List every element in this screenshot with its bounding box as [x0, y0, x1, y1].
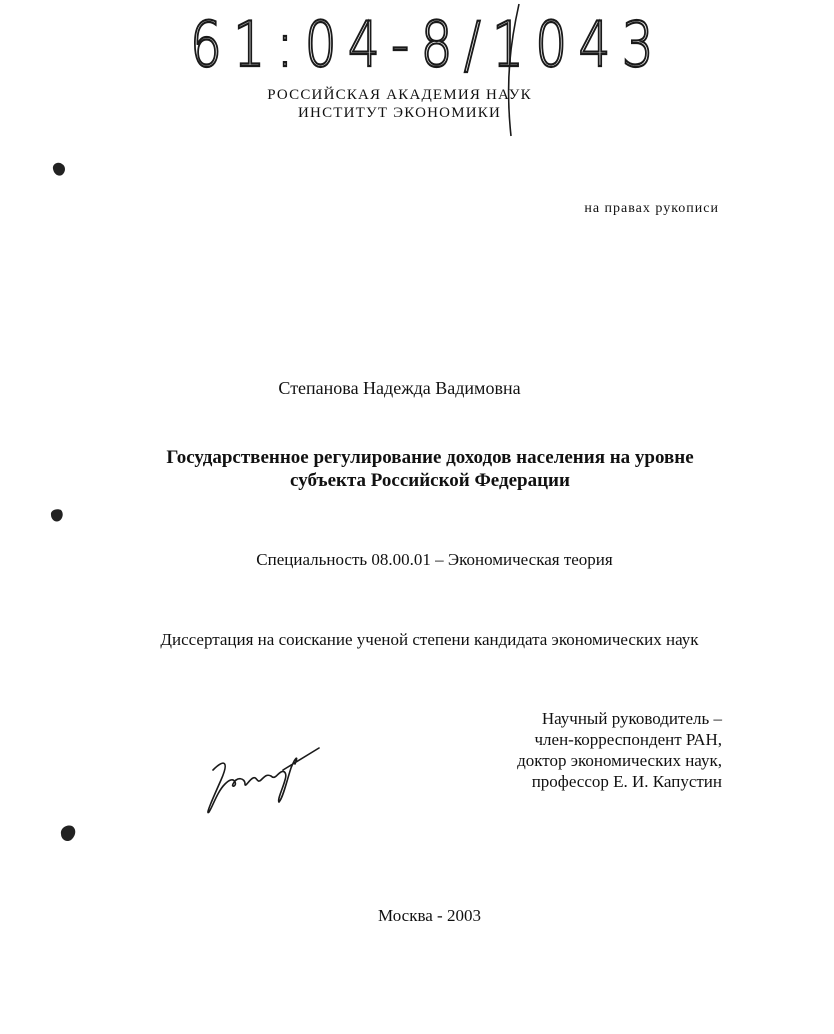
supervisor-line: доктор экономических наук,: [517, 751, 722, 770]
institute-name: ИНСТИТУТ ЭКОНОМИКИ: [298, 105, 501, 121]
city-year: Москва - 2003: [378, 906, 481, 925]
title-line: субъекта Российской Федерации: [290, 470, 570, 491]
supervisor-line: профессор Е. И. Капустин: [531, 772, 722, 791]
academy-name: РОССИЙСКАЯ АКАДЕМИЯ НАУК: [267, 87, 532, 103]
handwritten-signature: [195, 740, 325, 820]
handwritten-archive-code: [190, 4, 670, 84]
supervisor-line: член-корреспондент РАН,: [534, 730, 722, 749]
dissertation-title: [90, 446, 770, 492]
specialty: Специальность 08.00.01 – Экономическая теория: [256, 550, 613, 569]
author-name: Степанова Надежда Вадимовна: [278, 378, 521, 398]
supervisor-line: Научный руководитель –: [541, 709, 722, 728]
punch-hole-mark: [57, 822, 79, 844]
title-line: Государственное регулирование доходов населения на уровне: [166, 447, 694, 468]
archive-code-text: 61:04-8/1043: [190, 8, 665, 81]
punch-hole-mark: [50, 160, 68, 178]
degree-statement: Диссертация на соискание ученой степени кандидата экономических наук: [160, 630, 699, 649]
supervisor-block: [517, 708, 722, 792]
punch-hole-mark: [48, 506, 66, 524]
rights-note: на правах рукописи: [584, 201, 719, 216]
